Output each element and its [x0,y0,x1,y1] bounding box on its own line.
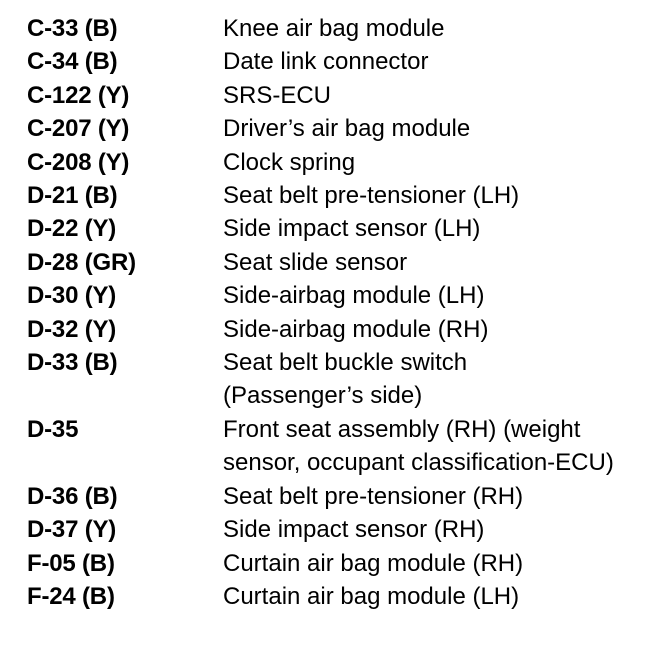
connector-description: Seat belt pre-tensioner (LH) [223,182,520,210]
connector-description: Knee air bag module [223,15,445,42]
connector-description: Side impact sensor (LH) [223,215,481,243]
connector-description: Front seat assembly (RH) (weight sensor, occupant classification-ECU) [223,415,614,477]
list-item [0,346,672,413]
connector-code: D-37 (Y) [27,516,117,544]
connector-code: D-36 (B) [27,482,118,510]
connector-code: C-208 (Y) [27,148,130,176]
connector-description: SRS-ECU [223,81,332,109]
list-item [0,79,672,112]
connector-description: Driver’s air bag module [223,115,471,143]
list-item [0,146,672,179]
connector-description: Clock spring [223,148,356,176]
connector-code: C-34 (B) [27,48,118,76]
list-item [0,513,672,546]
connector-description: Seat belt pre-tensioner (RH) [223,482,524,510]
list-item [0,179,672,212]
connector-code: F-05 (B) [27,549,115,577]
list-item [0,212,672,245]
connector-description: Seat belt buckle switch (Passenger’s side) [223,349,468,410]
list-item [0,279,672,312]
connector-code: C-207 (Y) [27,115,130,143]
connector-description: Date link connector [223,48,429,76]
connector-code: D-32 (Y) [27,315,117,343]
list-item [0,12,672,45]
connector-list [0,12,672,613]
connector-code: F-24 (B) [27,582,115,610]
connector-code: D-21 (B) [27,182,118,210]
connector-description: Side-airbag module (LH) [223,282,485,310]
list-item [0,580,672,613]
connector-code: C-122 (Y) [27,81,130,109]
connector-code: D-35 [27,415,79,443]
connector-description: Side impact sensor (RH) [223,516,485,544]
list-item [0,246,672,279]
connector-code: D-28 (GR) [27,248,136,276]
list-item [0,45,672,78]
list-item [0,547,672,580]
list-item [0,112,672,145]
connector-code: C-33 (B) [27,15,118,42]
list-item [0,480,672,513]
list-item [0,313,672,346]
connector-description: Seat slide sensor [223,248,408,276]
connector-description: Curtain air bag module (RH) [223,549,524,577]
connector-code: D-30 (Y) [27,282,117,310]
connector-code: D-33 (B) [27,349,118,377]
connector-code: D-22 (Y) [27,215,117,243]
connector-description: Curtain air bag module (LH) [223,582,520,610]
list-item [0,413,672,480]
connector-description: Side-airbag module (RH) [223,315,489,343]
